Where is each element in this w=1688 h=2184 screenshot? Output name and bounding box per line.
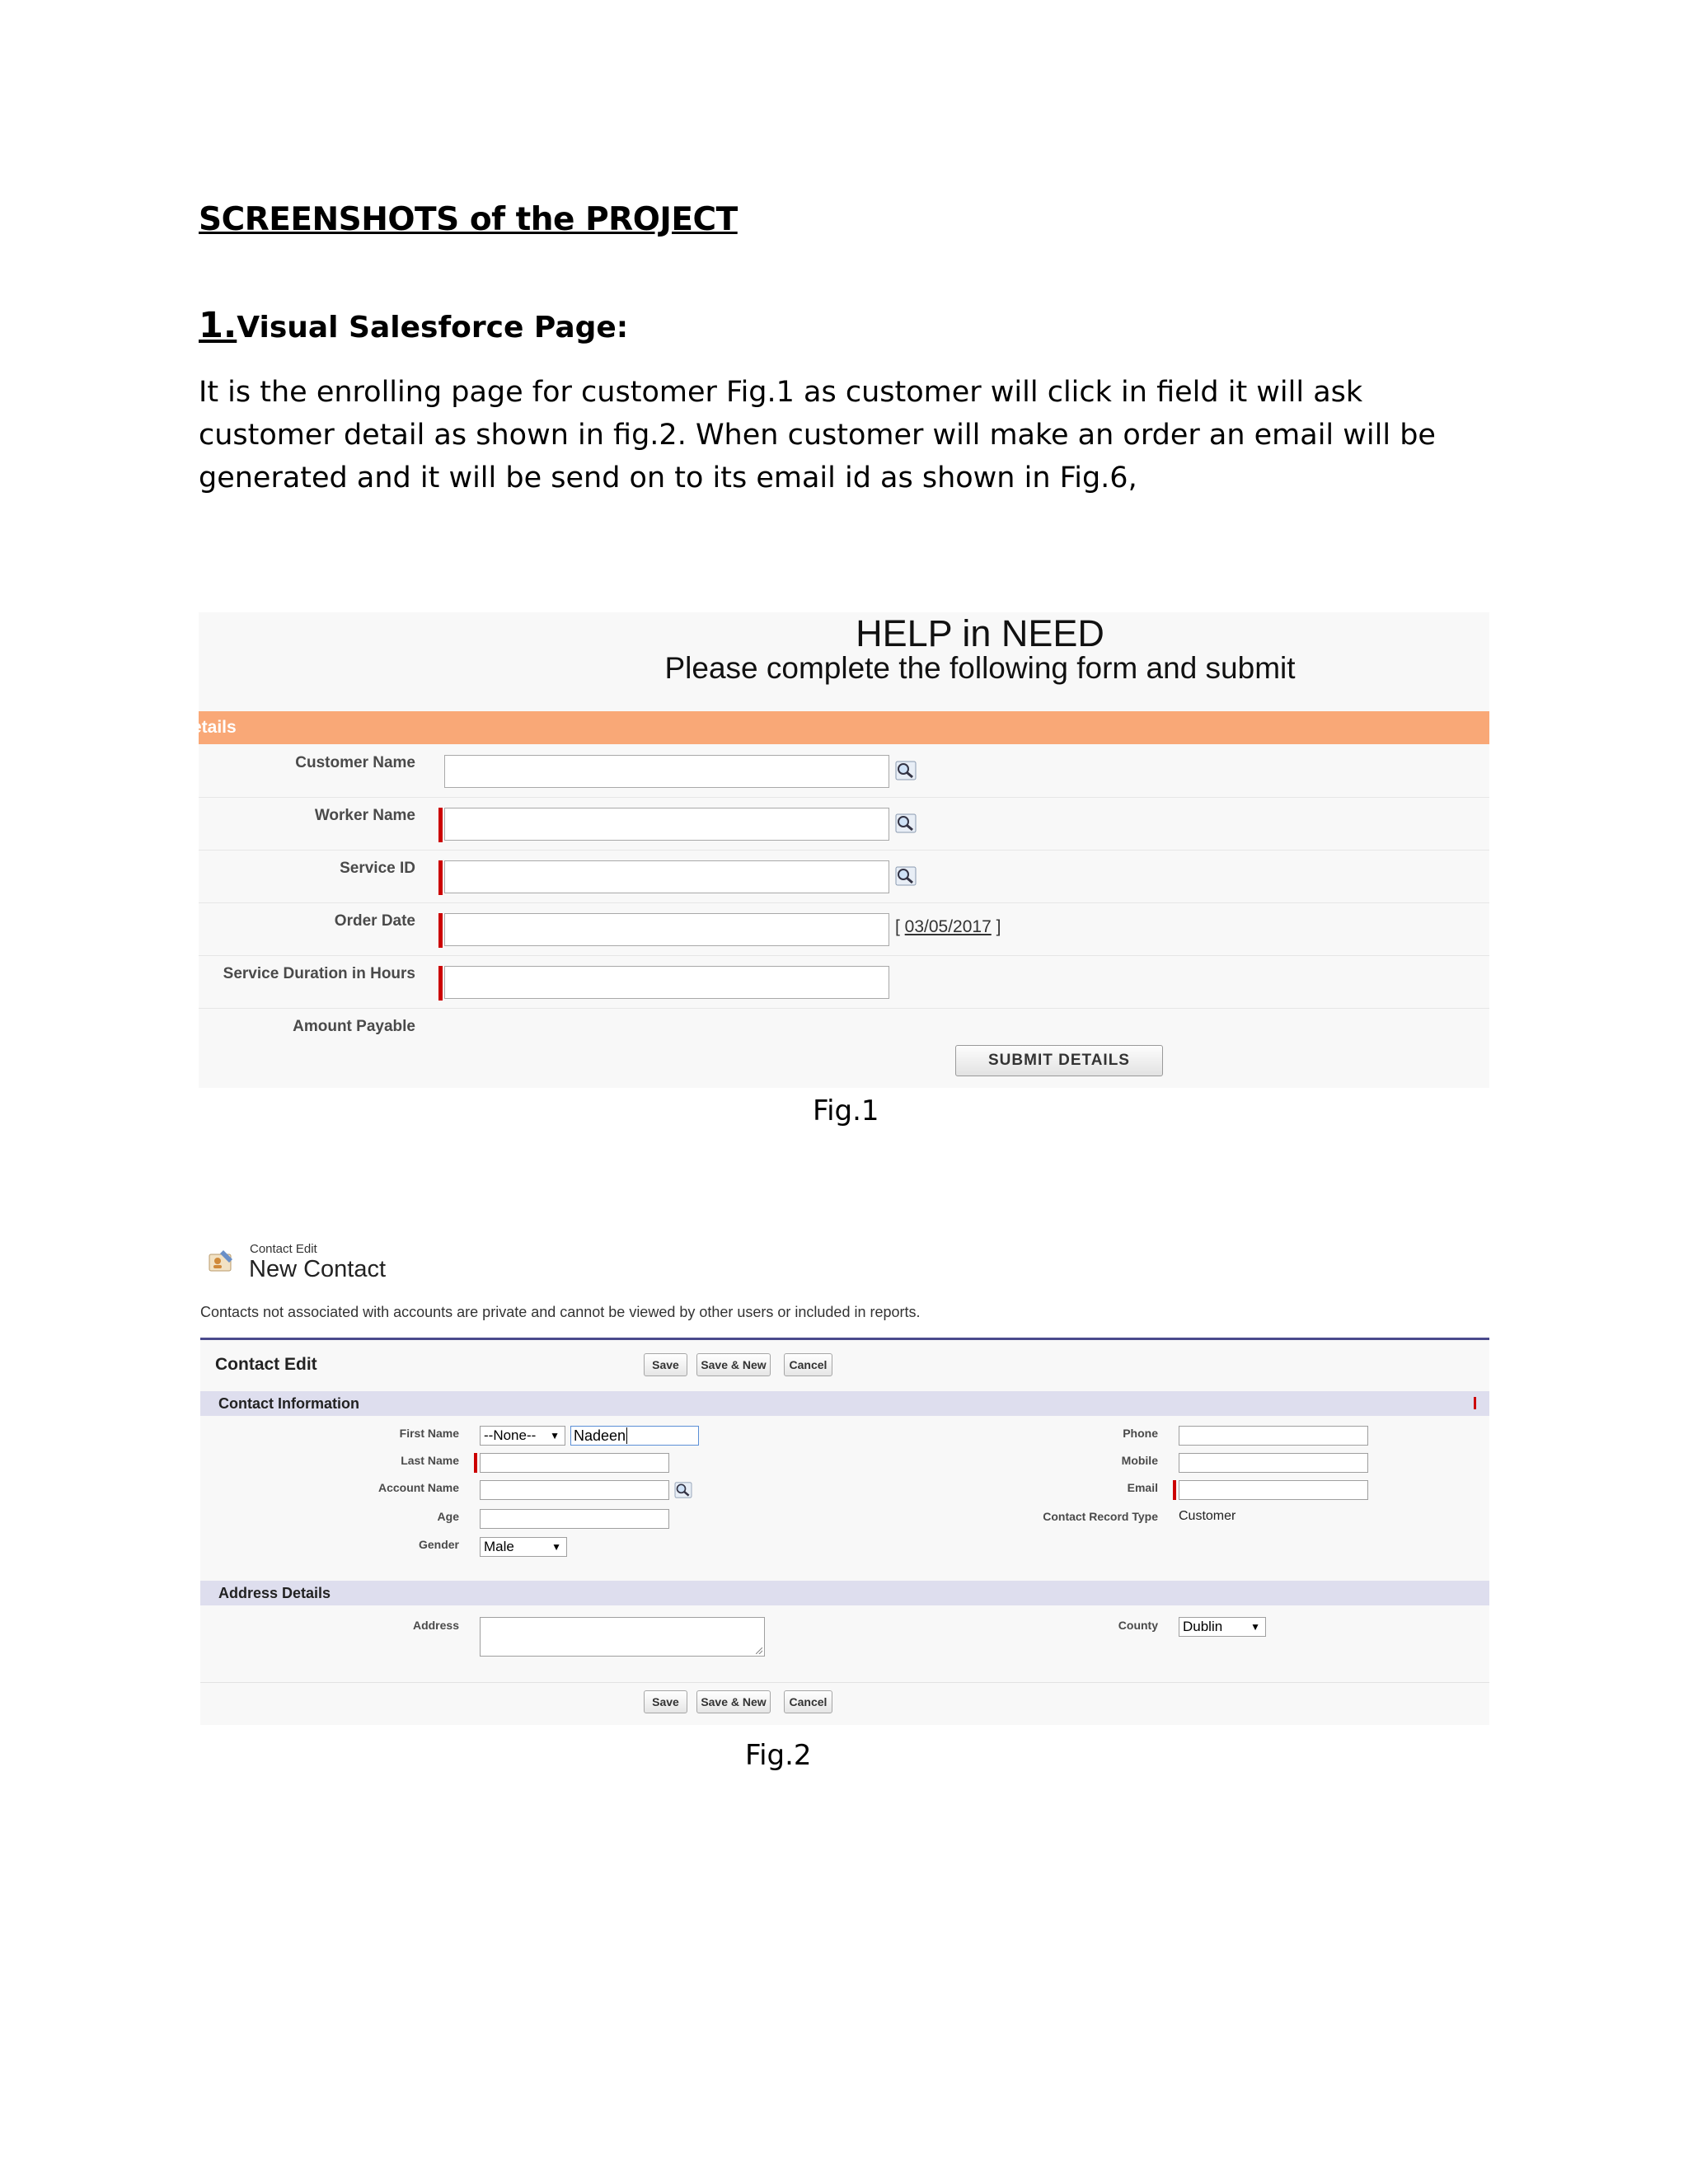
account-name-label: Account Name <box>377 1481 459 1494</box>
required-indicator <box>438 808 443 842</box>
mobile-label: Mobile <box>1121 1454 1158 1467</box>
record-type-label: Contact Record Type <box>1043 1510 1158 1523</box>
age-label: Age <box>437 1510 459 1523</box>
last-name-input[interactable] <box>480 1453 669 1473</box>
details-section-header <box>192 711 1489 744</box>
service-duration-input[interactable] <box>444 966 889 999</box>
fig1-screenshot <box>192 612 1489 1088</box>
page-type-label: Contact Edit <box>250 1242 317 1256</box>
section-heading <box>199 305 628 346</box>
contact-information-heading: Contact Information <box>218 1395 359 1412</box>
county-label: County <box>1118 1619 1158 1632</box>
address-details-heading: Address Details <box>218 1585 331 1601</box>
amount-payable-label: Amount Payable <box>293 1018 415 1035</box>
phone-label: Phone <box>1123 1427 1158 1440</box>
required-indicator <box>438 860 443 895</box>
details-section-label: etails <box>192 718 237 737</box>
worker-name-row <box>199 797 1489 851</box>
date-bracket-open: [ <box>895 917 905 936</box>
service-id-label: Service ID <box>340 860 415 877</box>
footer-divider <box>200 1682 1489 1683</box>
customer-name-row <box>199 744 1489 798</box>
save-button[interactable]: Save <box>644 1690 687 1713</box>
order-date-row <box>199 902 1489 956</box>
required-indicator <box>1173 1480 1176 1500</box>
contact-edit-panel <box>200 1338 1489 1725</box>
contact-card-icon <box>207 1247 235 1275</box>
submit-details-button[interactable]: SUBMIT DETAILS <box>955 1045 1163 1076</box>
intro-paragraph: It is the enrolling page for customer Fig.1 as customer will click in field it will ask customer detail as shown in fig.2. When customer will make an order an email will be generated and it will be send on to its email id as shown in Fig.6, <box>199 376 1436 494</box>
dropdown-arrow-icon: ▼ <box>1250 1621 1260 1633</box>
today-date-link[interactable] <box>895 917 1001 937</box>
customer-name-label: Customer Name <box>295 754 415 771</box>
required-indicator <box>474 1453 477 1473</box>
worker-name-input[interactable] <box>444 808 889 841</box>
gender-select[interactable] <box>480 1537 567 1557</box>
text-cursor <box>626 1427 627 1444</box>
section-title: Visual Salesforce Page: <box>237 311 629 344</box>
last-name-label: Last Name <box>401 1454 459 1467</box>
lookup-icon[interactable] <box>895 761 917 780</box>
service-id-input[interactable] <box>444 860 889 893</box>
gender-value: Male <box>484 1539 514 1554</box>
service-duration-label: Service Duration in Hours <box>223 965 415 982</box>
required-info-marker <box>1474 1397 1476 1409</box>
service-id-row <box>199 850 1489 903</box>
dropdown-arrow-icon: ▼ <box>550 1430 560 1441</box>
panel-title: Contact Edit <box>215 1355 317 1374</box>
document-title: SCREENSHOTS of the PROJECT <box>199 201 738 238</box>
worker-name-label: Worker Name <box>314 807 415 824</box>
section-number: 1. <box>199 305 237 346</box>
cancel-button[interactable]: Cancel <box>784 1353 832 1376</box>
email-label: Email <box>1127 1481 1158 1494</box>
salutation-value: --None-- <box>484 1427 537 1443</box>
form-title: HELP in NEED <box>856 612 1104 654</box>
dropdown-arrow-icon: ▼ <box>551 1541 561 1553</box>
age-input[interactable] <box>480 1509 669 1529</box>
lookup-icon[interactable] <box>895 813 917 833</box>
account-name-input[interactable] <box>480 1480 669 1500</box>
customer-name-input[interactable] <box>444 755 889 788</box>
date-bracket-close: ] <box>991 917 1001 936</box>
save-new-button[interactable]: Save & New <box>696 1690 771 1713</box>
county-value: Dublin <box>1183 1619 1223 1634</box>
order-date-label: Order Date <box>334 912 415 930</box>
salutation-select[interactable] <box>480 1426 565 1446</box>
first-name-value: Nadeen <box>574 1427 626 1444</box>
save-new-button[interactable]: Save & New <box>696 1353 771 1376</box>
order-date-input[interactable] <box>444 913 889 946</box>
gender-label: Gender <box>418 1538 459 1551</box>
email-input[interactable] <box>1179 1480 1368 1500</box>
county-select[interactable] <box>1179 1617 1266 1637</box>
amount-payable-row <box>199 1008 1489 1061</box>
address-textarea[interactable] <box>480 1617 765 1657</box>
date-value[interactable]: 03/05/2017 <box>904 917 992 936</box>
fig1-caption: Fig.1 <box>813 1094 879 1127</box>
save-button[interactable]: Save <box>644 1353 687 1376</box>
phone-input[interactable] <box>1179 1426 1368 1446</box>
mobile-input[interactable] <box>1179 1453 1368 1473</box>
address-label: Address <box>412 1619 459 1632</box>
contact-information-section <box>200 1391 1489 1416</box>
lookup-icon[interactable] <box>674 1482 692 1498</box>
required-indicator <box>438 966 443 1001</box>
page-title: New Contact <box>249 1256 387 1282</box>
lookup-icon[interactable] <box>895 866 917 886</box>
service-duration-row <box>199 955 1489 1009</box>
form-subtitle: Please complete the following form and submit <box>664 651 1296 685</box>
cancel-button[interactable]: Cancel <box>784 1690 832 1713</box>
address-details-section <box>200 1581 1489 1605</box>
required-indicator <box>438 913 443 948</box>
fig2-screenshot <box>199 1235 1489 1722</box>
first-name-input[interactable] <box>570 1426 699 1446</box>
record-type-value: Customer <box>1179 1509 1236 1523</box>
first-name-label: First Name <box>399 1427 459 1440</box>
privacy-note: Contacts not associated with accounts are private and cannot be viewed by other users or included in reports. <box>200 1304 921 1320</box>
fig2-caption: Fig.2 <box>745 1739 812 1772</box>
